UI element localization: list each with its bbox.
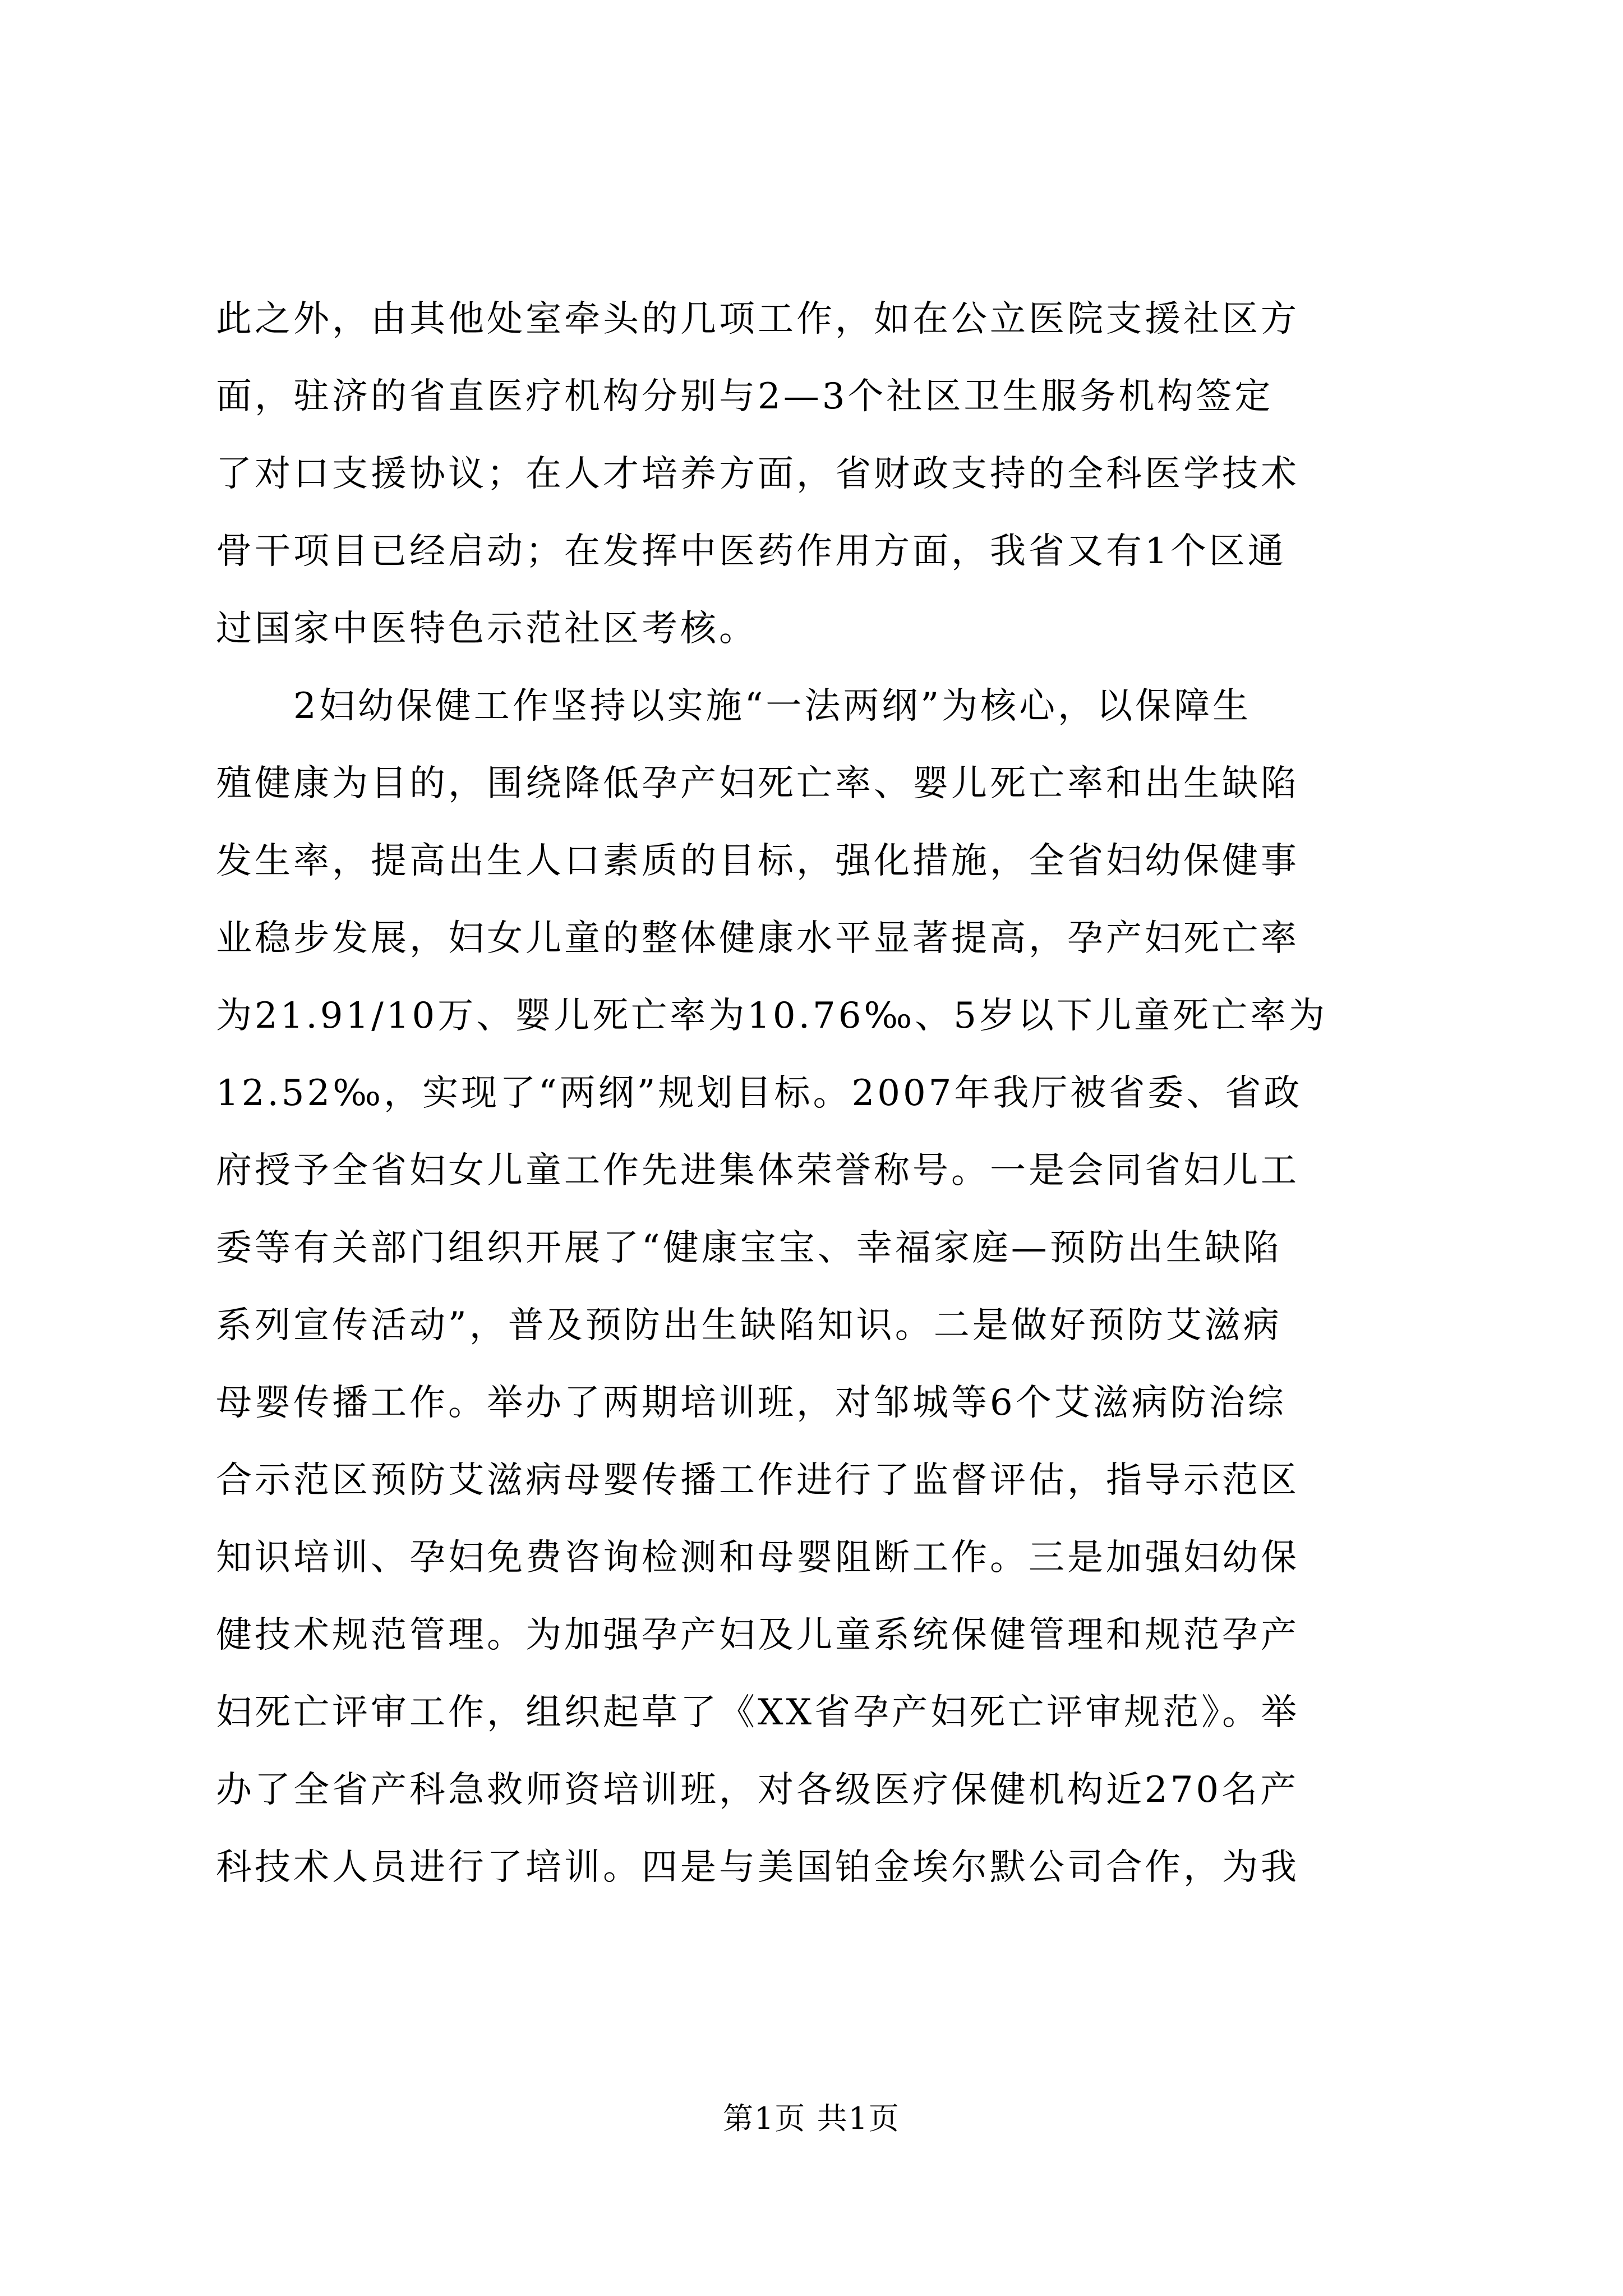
text-line: 妇死亡评审工作，组织起草了《XX省孕产妇死亡评审规范》。举	[216, 1692, 1300, 1733]
page-footer	[0, 2099, 1623, 2138]
text-line: 委等有关部门组织开展了“健康宝宝、幸福家庭—预防出生缺陷	[216, 1227, 1282, 1269]
text-line: 殖健康为目的，围绕降低孕产妇死亡率、婴儿死亡率和出生缺陷	[216, 763, 1299, 804]
text-line: 为21.91/10万、婴儿死亡率为10.76‰、5岁以下儿童死亡率为	[216, 995, 1328, 1037]
text-line: 此之外，由其他处室牵头的几项工作，如在公立医院支援社区方	[216, 298, 1299, 340]
body-text	[216, 280, 1416, 1906]
text-line: 科技术人员进行了培训。四是与美国铂金埃尔默公司合作，为我	[216, 1847, 1299, 1888]
text-line: 健技术规范管理。为加强孕产妇及儿童系统保健管理和规范孕产	[216, 1614, 1299, 1656]
text-line: 合示范区预防艾滋病母婴传播工作进行了监督评估，指导示范区	[216, 1460, 1299, 1501]
text-line: 2妇幼保健工作坚持以实施“一法两纲”为核心，以保障生	[216, 685, 1252, 727]
text-line: 12.52‰，实现了“两纲”规划目标。2007年我厅被省委、省政	[216, 1073, 1303, 1114]
text-line: 办了全省产科急救师资培训班，对各级医疗保健机构近270名产	[216, 1769, 1299, 1811]
page-number-label: 第1页 共1页	[723, 2101, 900, 2136]
text-line: 母婴传播工作。举办了两期培训班，对邹城等6个艾滋病防治综	[216, 1382, 1287, 1424]
text-line: 过国家中医特色示范社区考核。	[216, 608, 758, 650]
text-line: 知识培训、孕妇免费咨询检测和母婴阻断工作。三是加强妇幼保	[216, 1537, 1299, 1579]
text-line: 业稳步发展，妇女儿童的整体健康水平显著提高，孕产妇死亡率	[216, 918, 1299, 959]
text-line: 系列宣传活动”，普及预防出生缺陷知识。二是做好预防艾滋病	[216, 1305, 1282, 1346]
text-line: 发生率，提高出生人口素质的目标，强化措施，全省妇幼保健事	[216, 840, 1299, 882]
text-line: 骨干项目已经启动；在发挥中医药作用方面，我省又有1个区通	[216, 531, 1287, 572]
text-line: 府授予全省妇女儿童工作先进集体荣誉称号。一是会同省妇儿工	[216, 1150, 1299, 1191]
text-line: 面，驻济的省直医疗机构分别与2—3个社区卫生服务机构签定	[216, 376, 1274, 417]
text-line: 了对口支援协议；在人才培养方面，省财政支持的全科医学技术	[216, 453, 1299, 495]
